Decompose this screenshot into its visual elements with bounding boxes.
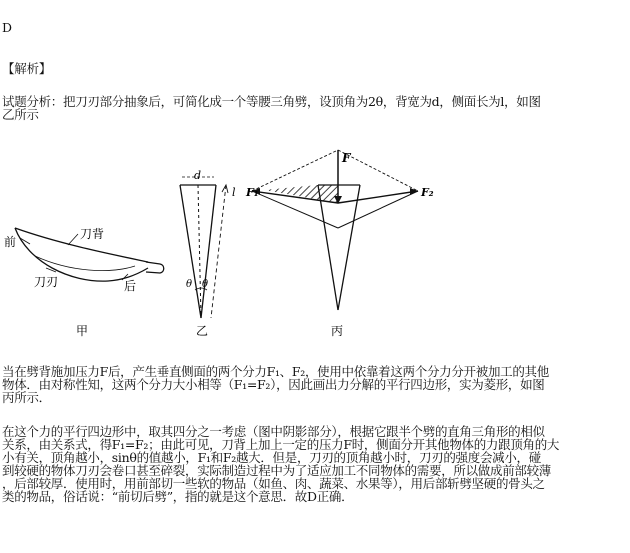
wedge-right-bing <box>338 185 360 310</box>
sym-theta-right: θ <box>202 279 209 290</box>
explanation-paragraph-3 <box>2 425 559 503</box>
wedge-left-bing <box>318 185 338 310</box>
intro-line: 试题分析：把刀刃部分抽象后，可简化成一个等腰三角劈，设顶角为2θ，背宽为d，侧面长为l，如图 <box>2 94 541 109</box>
para3-line: 到较硬的物体刀刃会卷口甚至碎裂，实际制造过程中为了适应加工不同物体的需要，所以做成前部较薄 <box>2 463 552 478</box>
section-title: 【解析】 <box>2 61 52 76</box>
para3-line: 关系，由关系式，得F₁=F₂；由此可见，刀背上加上一定的压力F时，侧面分开其他物体的力跟顶角的大 <box>2 437 560 452</box>
caption-jia: 甲 <box>76 324 89 338</box>
knife-handle <box>146 262 164 273</box>
intro-line: 乙所示 <box>2 107 39 122</box>
para3-line: 类的物品，俗话说：“前切后劈”，指的就是这个意思．故D正确． <box>2 489 354 504</box>
para2-line: 丙所示． <box>2 390 51 405</box>
label-front: 前 <box>4 235 17 249</box>
sym-F: F <box>342 151 351 165</box>
wedge-drawing <box>180 177 228 318</box>
label-edge: 刀刃 <box>34 275 59 289</box>
wedge-right-side <box>201 185 216 318</box>
force-diagram <box>252 150 418 310</box>
sym-F1: F₁ <box>246 186 259 199</box>
para3-line: ，后部较厚．使用时，用前部切一些软的物品（如鱼、肉、蔬菜、水果等），用后部斩劈坚硬的骨头之 <box>2 476 545 491</box>
para3-line: 在这个力的平行四边形中，取其四分之一考虑（图中阴影部分），根据它跟半个劈的直角三角形的相似 <box>2 424 545 439</box>
sym-F2: F₂ <box>421 186 434 199</box>
label-back: 刀背 <box>80 227 105 241</box>
sym-theta-left: θ <box>186 279 193 290</box>
caption-yi: 乙 <box>196 324 209 338</box>
label-rear: 后 <box>124 279 137 293</box>
sym-l: l <box>232 186 236 199</box>
l-dim-arrow <box>222 185 228 193</box>
sym-d: d <box>194 169 202 182</box>
para3-line: 小有关，顶角越小，sinθ的值越小，F₁和F₂越大．但是，刀刃的顶角越小时，刀刃的强度会减小，碰 <box>2 450 541 465</box>
label-leader-back <box>68 234 78 245</box>
answer-letter: D <box>2 20 12 35</box>
caption-bing: 丙 <box>331 324 344 338</box>
wedge-left-side <box>180 185 201 318</box>
para2-line: 物体．由对称性知，这两个分力大小相等（F₁=F₂），因此画出力分解的平行四边形，实为菱形，如图 <box>2 377 545 392</box>
explanation-paragraph-2 <box>2 365 549 404</box>
para2-line: 当在劈背施加压力F后，产生垂直侧面的两个分力F₁、F₂，使用中依靠着这两个分力分开被加工的其他 <box>2 364 549 379</box>
knife-edge-inner <box>35 256 135 271</box>
